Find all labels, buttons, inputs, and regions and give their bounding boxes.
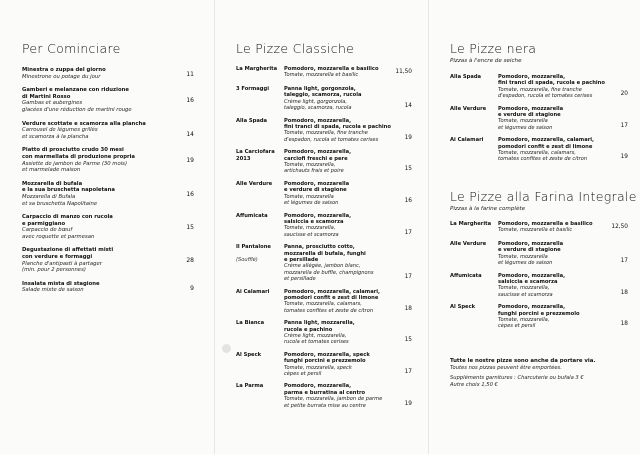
ingredients-it: funghi porcini e prezzemolo	[284, 358, 366, 365]
menu-item	[22, 147, 194, 173]
ingredients-fr: cèpes et persil	[498, 323, 536, 330]
pizza-name-line: La Bianca	[236, 320, 265, 327]
ingredients-it: Pomodoro, mozzarella	[498, 105, 564, 112]
item-name: Piatto di prosciutto crudo 30 mesi	[22, 147, 124, 154]
pizza-price: 11,50	[395, 69, 412, 75]
pizza-name-line: La Carciofara	[236, 149, 275, 156]
ingredients-fr: Tomate, mozzarella	[284, 193, 334, 200]
pizza-name-line: Ai Calamari	[236, 288, 270, 295]
pizza-name-line: Alla Spada	[450, 74, 482, 80]
pizza-item	[450, 241, 628, 267]
pizza-name-line: La Parma	[236, 383, 264, 390]
ingredients-fr: Crème light, gorgonzola,	[284, 98, 347, 105]
pizza-price: 15	[404, 166, 412, 173]
pizza-item	[450, 304, 628, 330]
item-description: Carrousel de légumes grillés	[22, 127, 98, 134]
section-title: Per Cominciare	[22, 41, 121, 56]
ingredients-fr: Tomate, mozzarella, calamars,	[284, 301, 362, 308]
ingredients-fr: rucola et tomates cerises	[284, 339, 349, 346]
pizza-price: 16	[404, 198, 412, 205]
pizza-name-line: Alla Spada	[236, 117, 268, 124]
pizza-name	[450, 74, 496, 80]
pizza-description	[498, 221, 610, 234]
pizza-name	[236, 289, 282, 295]
pizza-name	[450, 137, 496, 143]
ingredients-it: Pomodoro, mozzarella	[284, 180, 350, 187]
pizza-description	[498, 137, 610, 163]
pizza-name	[450, 221, 496, 227]
pizza-description	[284, 149, 396, 175]
pizza-name-line: Al Speck	[450, 304, 476, 311]
menu-item	[22, 67, 194, 80]
item-description: et scamorza à la plancha	[22, 133, 89, 140]
ingredients-it: e verdure di stagione	[284, 187, 347, 194]
pizza-description	[284, 289, 396, 315]
pizza-name	[450, 304, 496, 310]
pizza-item	[450, 74, 628, 100]
item-name: Insalata mista di stagione	[22, 280, 100, 287]
fold-line	[428, 0, 429, 454]
item-description: Gambas et aubergines	[22, 100, 83, 107]
ingredients-fr: Crème allégée, jambon blanc,	[284, 263, 361, 270]
ingredients-fr: Tomate, mozzarella	[498, 118, 548, 125]
ingredients-fr: Tomate, mozzarella et basilic	[498, 227, 573, 234]
ingredients-fr: d'espadon, rucola et tomates cerises	[284, 136, 379, 143]
pizza-item	[450, 273, 628, 299]
item-name: Mozzarella di bufala	[22, 180, 83, 187]
ingredients-it: Pomodoro, mozzarella, calamari,	[498, 137, 594, 144]
ingredients-fr: et légumes de saison	[498, 260, 553, 267]
pizza-description	[284, 66, 396, 79]
pizza-item	[236, 86, 412, 112]
ingredients-it: Pomodoro, mozzarella,	[498, 272, 566, 279]
pizza-item	[236, 244, 412, 282]
ingredients-it: Panna, prosciutto cotto,	[284, 244, 355, 251]
item-description: glacées d'une réduction de martini rouge	[22, 106, 132, 113]
pizza-price: 19	[404, 400, 412, 407]
pizza-item	[236, 320, 412, 346]
ingredients-fr: taleggio, scamorza, rucola	[284, 105, 352, 112]
pizza-description	[284, 352, 396, 378]
pizza-item	[236, 383, 412, 409]
pizza-description	[284, 181, 396, 207]
punch-hole	[222, 344, 231, 353]
item-description: Carpaccio de bœuf	[22, 227, 73, 234]
pizza-name	[450, 106, 496, 112]
pizza-name	[236, 383, 282, 389]
item-description: Minestrone ou potage du jour	[22, 73, 101, 80]
pizza-name-line: La Margherita	[450, 220, 492, 227]
menu-footer	[450, 358, 628, 389]
item-price: 14	[186, 130, 194, 138]
pizza-name	[450, 273, 496, 279]
ingredients-it: fini tranci di spada, rucola e pachino	[284, 124, 391, 131]
pizza-name	[236, 244, 282, 250]
ingredients-it: e verdure di stagione	[498, 247, 561, 254]
item-price: 16	[186, 190, 194, 198]
menu-item	[22, 87, 194, 113]
item-description: et sa bruschetta Napolitaine	[22, 200, 98, 207]
pizza-item	[450, 221, 628, 235]
ingredients-fr: et persillade	[284, 276, 316, 283]
pizza-item	[236, 352, 412, 378]
item-name: e parmiggiano	[22, 220, 66, 227]
pizza-name	[236, 352, 282, 358]
pizza-name-line: Alle Verdure	[236, 180, 273, 187]
pizza-name	[450, 241, 496, 247]
pizza-price: 17	[620, 122, 628, 129]
menu-item	[22, 121, 194, 141]
ingredients-it: funghi porcini e prezzemolo	[498, 310, 580, 317]
pizza-name-line: Il Pantalone	[236, 244, 271, 251]
pizza-price: 15	[404, 337, 412, 344]
section-title: Le Pizze Classiche	[236, 41, 355, 56]
item-description: avec roquette et parmesan	[22, 233, 95, 240]
pizza-list	[450, 221, 628, 330]
pizza-list	[236, 66, 412, 409]
other-choice-note: Autre choix 1,50 €	[450, 381, 498, 388]
ingredients-it: carciofi freschi e pere	[284, 155, 348, 162]
ingredients-fr: Tomate, mozzarella, fine tranche	[498, 86, 582, 93]
ingredients-fr: tomates confites et zeste de citron	[498, 156, 588, 163]
ingredients-fr: artichauts frais et poire	[284, 168, 344, 175]
item-name: Gamberi e melanzane con riduzione	[22, 87, 129, 94]
ingredients-it: Panna light, gorgonzola,	[284, 86, 356, 92]
pizza-name-line: Al Speck	[236, 351, 262, 358]
ingredients-it: e verdure di stagione	[498, 112, 561, 119]
item-description: (min. pour 2 personnes)	[22, 267, 86, 274]
ingredients-it: taleggio, scamorza, rucola	[284, 92, 362, 99]
pizza-name-line: La Margherita	[236, 66, 278, 72]
item-description: et marmelade maison	[22, 167, 81, 174]
item-name: e la sua bruschetta napoletana	[22, 187, 115, 194]
item-name: di Martini Rosso	[22, 93, 71, 100]
pizza-item	[236, 289, 412, 315]
pizza-description	[498, 241, 610, 267]
pizza-description	[284, 213, 396, 239]
ingredients-fr: tomates confites et zeste de citron	[284, 307, 374, 314]
ingredients-it: Pomodoro, mozzarella	[498, 240, 564, 247]
pizza-description	[284, 383, 396, 409]
item-name: Minestra o zuppa del giorno	[22, 67, 106, 73]
ingredients-fr: et petite burrata mise au centre	[284, 402, 366, 409]
menu-item	[22, 214, 194, 240]
pizza-price: 19	[404, 134, 412, 141]
ingredients-it: pomodori confit e zest di limone	[498, 143, 593, 150]
item-price: 15	[186, 224, 194, 232]
pizza-note: (Soufflé)	[236, 256, 258, 263]
item-description: Mozzarella di Bufala	[22, 193, 76, 200]
item-name: Verdure scottate e scamorza alla plancha	[22, 120, 146, 127]
ingredients-it: Pomodoro, mozzarella,	[498, 74, 566, 80]
ingredients-it: Pomodoro, mozzarella,	[284, 149, 352, 156]
pizza-name-line: Ai Calamari	[450, 137, 484, 144]
supplements-note: Suppléments garnitures : Charcuterie ou bufala 3 €	[450, 375, 584, 382]
pizza-description	[284, 320, 396, 346]
pizza-price: 18	[620, 289, 628, 296]
ingredients-fr: d'espadon, rucola et tomates cerises	[498, 93, 593, 100]
ingredients-fr: Tomate, mozzarella,	[498, 316, 550, 323]
section-title: Le Pizze nera	[450, 41, 537, 56]
ingredients-fr: Tomate, mozzarella,	[284, 162, 336, 169]
item-description: Planche d'antipasti à partager	[22, 260, 102, 267]
pizza-item	[236, 181, 412, 207]
pizza-price: 17	[404, 229, 412, 236]
ingredients-fr: Tomate, mozzarella, calamars,	[498, 150, 576, 157]
pizza-name	[236, 66, 282, 72]
starters-column	[22, 34, 194, 301]
fold-line	[214, 0, 215, 454]
pizza-name-line: Alle Verdure	[450, 105, 487, 112]
ingredients-fr: Tomate, mozzarella,	[284, 225, 336, 232]
pizza-price: 14	[404, 103, 412, 110]
item-name: Carpaccio di manzo con rucola	[22, 214, 113, 221]
takeaway-note: Tutte le nostre pizze sono anche da portare via.	[450, 357, 596, 364]
ingredients-it: Pomodoro, mozzarella,	[284, 383, 352, 390]
ingredients-it: Pomodoro, mozzarella, calamari,	[284, 288, 380, 295]
pizza-description	[284, 118, 396, 144]
pizza-name	[236, 86, 282, 92]
ingredients-it: salsiccia e scamorza	[498, 278, 558, 285]
ingredients-fr: saucisse et scamorza	[498, 291, 553, 298]
item-name: con marmellata di produzione propria	[22, 153, 136, 160]
pizza-price: 17	[404, 369, 412, 375]
pizza-name	[236, 149, 282, 162]
item-name: con verdure e formaggi	[22, 254, 93, 261]
ingredients-it: pomodori confit e zest di limone	[284, 294, 379, 301]
ingredients-fr: et légumes de saison	[498, 124, 553, 131]
pizza-price: 17	[620, 258, 628, 265]
section-subtitle: Pizzas à l'encre de seiche	[450, 58, 522, 64]
ingredients-it: e persillade	[284, 256, 319, 263]
ingredients-fr: Tomate, mozzarella, fine tranche	[284, 130, 368, 137]
takeaway-note-fr: Toutes nos pizzas peuvent être emportées.	[450, 364, 562, 371]
ingredients-fr: Tomate, mozzarella,	[498, 285, 550, 292]
section-subtitle: Pizzas à la farine complète	[450, 205, 526, 212]
pizza-price: 18	[404, 305, 412, 312]
item-name: Degustazione di affettati misti	[22, 247, 114, 254]
ingredients-it: salsiccia e scamorza	[284, 218, 344, 225]
pizza-name-line: 2013	[236, 155, 251, 162]
ingredients-it: fini tranci di spada, rucola e pachino	[498, 80, 605, 87]
section-title: Le Pizze alla Farina Integrale	[450, 188, 637, 204]
pizza-item	[236, 149, 412, 175]
item-description: Salade mixte de saison	[22, 287, 84, 294]
pizza-item	[236, 66, 412, 80]
ingredients-fr: Tomate, mozzarella, speck	[284, 364, 352, 371]
menu-item	[22, 281, 194, 294]
item-price: 11	[186, 71, 194, 78]
pizza-name-line: Alle Verdure	[450, 240, 487, 247]
ingredients-it: Pomodoro, mozzarella e basilico	[284, 66, 379, 72]
starters-list	[22, 67, 194, 294]
pizza-description	[498, 304, 610, 330]
ingredients-fr: mozzarella de buffle, champignons	[284, 269, 374, 276]
pizza-name	[236, 181, 282, 187]
pizza-name-line: Affumicata	[236, 212, 268, 219]
ingredients-it: Pomodoro, mozzarella, speck	[284, 351, 370, 358]
pizza-description	[498, 106, 610, 132]
menu-item	[22, 247, 194, 273]
item-description: Assiette de jambon de Parme (30 mois)	[22, 160, 128, 167]
ingredients-fr: Crème light, mozzarella,	[284, 333, 347, 339]
ingredients-it: Panna light, mozzarella,	[284, 320, 355, 327]
ingredients-it: rucola e pachino	[284, 326, 333, 333]
pizza-price: 20	[620, 91, 628, 98]
ingredients-it: mozzarella di bufala, funghi	[284, 250, 366, 257]
pizza-name-line: Affumicata	[450, 272, 482, 279]
pizza-name	[236, 320, 282, 326]
pizza-name-line: 3 Formaggi	[236, 86, 269, 92]
pizza-description	[284, 86, 396, 112]
item-price: 9	[190, 284, 194, 292]
special-pizzas-column	[450, 34, 637, 389]
pizza-price: 12,50	[611, 223, 628, 230]
pizza-price: 19	[620, 154, 628, 161]
ingredients-fr: cèpes et persil	[284, 371, 322, 378]
ingredients-it: Pomodoro, mozzarella,	[284, 212, 352, 219]
pizza-item	[450, 106, 628, 132]
ingredients-fr: Tomate, mozzarella	[498, 253, 548, 260]
pizza-price: 17	[404, 274, 412, 281]
ingredients-it: parma e burratina al centro	[284, 389, 366, 396]
item-price: 19	[186, 157, 194, 165]
pizza-item	[236, 213, 412, 239]
pizza-item	[450, 137, 628, 163]
pizza-name	[236, 118, 282, 124]
ingredients-it: Pomodoro, mozzarella,	[498, 304, 566, 311]
pizza-description	[284, 244, 396, 282]
ingredients-fr: Tomate, mozzarella et basilic	[284, 72, 359, 79]
ingredients-fr: saucisse et scamorza	[284, 231, 339, 238]
ingredients-fr: Tomate, mozzarella, jambon de parme	[284, 396, 383, 403]
pizza-item	[236, 118, 412, 144]
menu-item	[22, 181, 194, 207]
classic-pizzas-column	[236, 34, 412, 415]
pizza-description	[498, 74, 610, 100]
item-price: 16	[186, 97, 194, 105]
item-price: 28	[186, 257, 194, 265]
pizza-name	[236, 213, 282, 219]
pizza-price: 18	[620, 321, 628, 328]
pizza-list	[450, 74, 628, 163]
ingredients-it: Pomodoro, mozzarella,	[284, 117, 352, 124]
ingredients-fr: et légumes de saison	[284, 200, 339, 207]
pizza-description	[498, 273, 610, 299]
ingredients-it: Pomodoro, mozzarella e basilico	[498, 220, 593, 227]
